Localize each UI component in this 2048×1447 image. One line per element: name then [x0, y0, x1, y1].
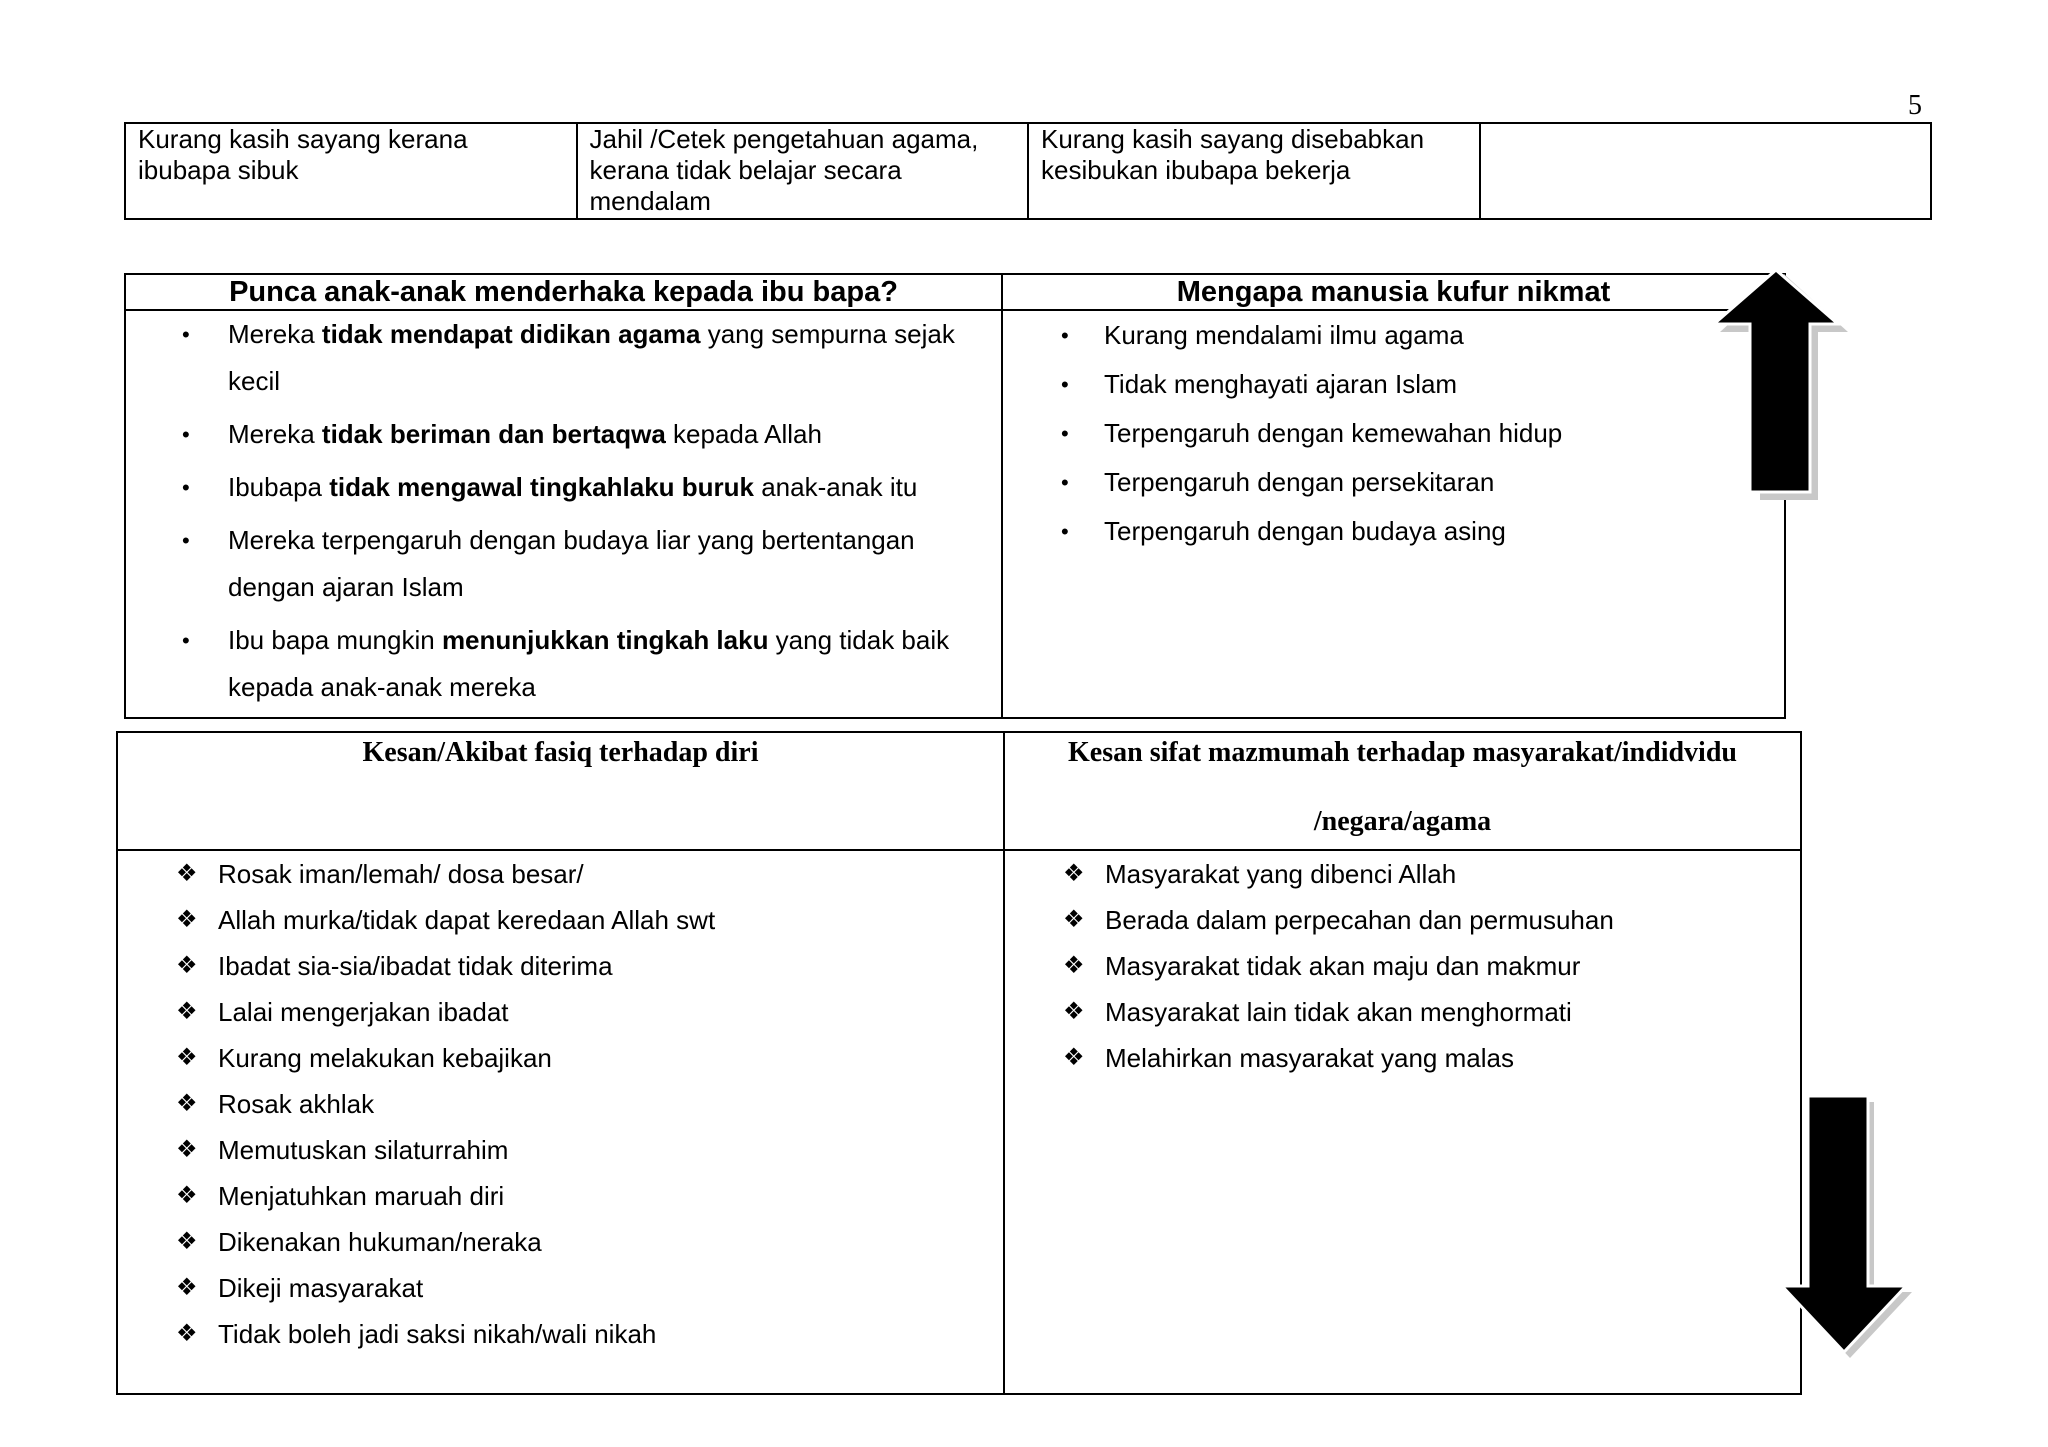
item-continuation: kecil [228, 366, 281, 396]
diamond-bullet-icon: ❖ [176, 998, 198, 1025]
right-header-line1: Kesan sifat mazmumah terhadap masyarakat/indidvidu [1068, 737, 1737, 768]
right-column-cell [1004, 850, 1801, 1394]
list-item-line [228, 464, 1001, 511]
right-column-header [1004, 732, 1801, 850]
list-item [1003, 360, 1784, 409]
list-item [118, 1219, 1003, 1265]
list-item [126, 617, 1001, 711]
list-item [1005, 989, 1800, 1035]
list-item [126, 411, 1001, 458]
item-text: Mereka [228, 319, 322, 349]
bullet-icon: • [182, 322, 190, 347]
table-row [125, 310, 1785, 718]
diamond-bullet-icon: ❖ [176, 1182, 198, 1209]
bullet-icon: • [182, 628, 190, 653]
kufur-reasons-list [1003, 311, 1784, 556]
item-text: yang tidak baik [768, 625, 950, 655]
left-column-header [117, 732, 1004, 850]
down-arrow-icon [1778, 1094, 1916, 1362]
list-item [118, 1127, 1003, 1173]
item-text: Masyarakat tidak akan maju dan makmur [1105, 951, 1581, 981]
diamond-bullet-icon: ❖ [1063, 952, 1085, 979]
item-text: Terpengaruh dengan persekitaran [1104, 467, 1495, 497]
table-cell: Jahil /Cetek pengetahuan agama, kerana tidak belajar secara mendalam [577, 123, 1029, 219]
list-item [1005, 1035, 1800, 1081]
item-text: Tidak menghayati ajaran Islam [1104, 369, 1458, 399]
item-text: Ibu bapa mungkin [228, 625, 442, 655]
top-table [124, 122, 1932, 220]
diamond-bullet-icon: ❖ [1063, 860, 1085, 887]
list-item-line [228, 517, 1001, 564]
item-continuation: kepada anak-anak mereka [228, 672, 536, 702]
item-text: Rosak akhlak [218, 1089, 375, 1119]
list-item [118, 943, 1003, 989]
list-item-line [228, 617, 1001, 664]
item-text: Menjatuhkan maruah diri [218, 1181, 505, 1211]
list-item-line [228, 411, 1001, 458]
item-text: yang sempurna sejak [700, 319, 955, 349]
item-text: Berada dalam perpecahan dan permusuhan [1105, 905, 1614, 935]
item-text: Rosak iman/lemah/ dosa besar/ [218, 859, 584, 889]
list-item [1005, 897, 1800, 943]
diamond-bullet-icon: ❖ [1063, 998, 1085, 1025]
item-text: Dikenakan hukuman/neraka [218, 1227, 542, 1257]
table-cell: Kurang kasih sayang disebabkan kesibukan ibubapa bekerja [1028, 123, 1480, 219]
item-text: Terpengaruh dengan kemewahan hidup [1104, 418, 1563, 448]
list-item [118, 1035, 1003, 1081]
list-item [1003, 311, 1784, 360]
item-text: Masyarakat lain tidak akan menghormati [1105, 997, 1572, 1027]
item-text: Terpengaruh dengan budaya asing [1104, 516, 1506, 546]
reasons-list [126, 311, 1001, 711]
page-number: 5 [1908, 90, 1922, 121]
diamond-bullet-icon: ❖ [1063, 906, 1085, 933]
list-item [126, 517, 1001, 611]
list-item [118, 1081, 1003, 1127]
item-text: Lalai mengerjakan ibadat [218, 997, 509, 1027]
fasiq-effects-list [118, 851, 1003, 1357]
list-item [1005, 851, 1800, 897]
diamond-bullet-icon: ❖ [176, 906, 198, 933]
item-text: Mereka terpengaruh dengan budaya liar yang bertentangan [228, 525, 915, 555]
middle-table [124, 273, 1786, 719]
bullet-icon: • [182, 475, 190, 500]
item-text: Melahirkan masyarakat yang malas [1105, 1043, 1514, 1073]
item-emphasis: tidak beriman dan bertaqwa [321, 419, 666, 449]
list-item [126, 311, 1001, 405]
item-text: Mereka [228, 419, 322, 449]
list-item [118, 1265, 1003, 1311]
diamond-bullet-icon: ❖ [176, 1136, 198, 1163]
mazmumah-effects-list [1005, 851, 1800, 1081]
left-column-header: Punca anak-anak menderhaka kepada ibu bapa? [125, 274, 1002, 310]
item-text: anak-anak itu [753, 472, 918, 502]
item-text: Kurang mendalami ilmu agama [1104, 320, 1464, 350]
bullet-icon: • [182, 528, 190, 553]
diamond-bullet-icon: ❖ [176, 1274, 198, 1301]
item-text: Memutuskan silaturrahim [218, 1135, 509, 1165]
right-column-header: Mengapa manusia kufur nikmat [1002, 274, 1785, 310]
diamond-bullet-icon: ❖ [176, 1090, 198, 1117]
item-text: kepada Allah [665, 419, 822, 449]
list-item [118, 989, 1003, 1035]
list-item [1003, 409, 1784, 458]
up-arrow-icon [1712, 266, 1848, 502]
item-continuation: dengan ajaran Islam [228, 572, 464, 602]
right-header-line2: /negara/agama [1313, 806, 1492, 837]
bullet-icon: • [1061, 470, 1069, 495]
item-text: Tidak boleh jadi saksi nikah/wali nikah [218, 1319, 657, 1349]
bullet-icon: • [1061, 323, 1069, 348]
diamond-bullet-icon: ❖ [176, 1044, 198, 1071]
item-text: Dikeji masyarakat [218, 1273, 424, 1303]
diamond-bullet-icon: ❖ [176, 860, 198, 887]
item-emphasis: tidak mengawal tingkahlaku buruk [329, 472, 754, 502]
list-item [118, 1311, 1003, 1357]
diamond-bullet-icon: ❖ [176, 952, 198, 979]
item-emphasis: menunjukkan tingkah laku [441, 625, 769, 655]
list-item-line [228, 311, 1001, 358]
list-item [118, 851, 1003, 897]
table-cell: Kurang kasih sayang kerana ibubapa sibuk [125, 123, 577, 219]
list-item [118, 897, 1003, 943]
list-item [1005, 943, 1800, 989]
left-header-text: Kesan/Akibat fasiq terhadap diri [362, 737, 759, 768]
left-column-cell [125, 310, 1002, 718]
list-item [1003, 458, 1784, 507]
bullet-icon: • [1061, 519, 1069, 544]
item-text: Ibadat sia-sia/ibadat tidak diterima [218, 951, 613, 981]
item-emphasis: tidak mendapat didikan agama [321, 319, 701, 349]
item-text: Allah murka/tidak dapat keredaan Allah swt [218, 905, 716, 935]
bullet-icon: • [1061, 372, 1069, 397]
diamond-bullet-icon: ❖ [176, 1228, 198, 1255]
diamond-bullet-icon: ❖ [1063, 1044, 1085, 1071]
list-item [126, 464, 1001, 511]
right-column-cell [1002, 310, 1785, 718]
list-item [118, 1173, 1003, 1219]
table-header-row [125, 274, 1785, 310]
table-row [125, 123, 1931, 219]
table-row [117, 850, 1801, 1394]
item-text: Masyarakat yang dibenci Allah [1105, 859, 1457, 889]
item-text: Kurang melakukan kebajikan [218, 1043, 552, 1073]
left-column-cell [117, 850, 1004, 1394]
table-cell [1480, 123, 1932, 219]
bullet-icon: • [182, 422, 190, 447]
table-header-row [117, 732, 1801, 850]
list-item [1003, 507, 1784, 556]
bottom-table [116, 731, 1802, 1395]
item-text: Ibubapa [228, 472, 330, 502]
diamond-bullet-icon: ❖ [176, 1320, 198, 1347]
bullet-icon: • [1061, 421, 1069, 446]
